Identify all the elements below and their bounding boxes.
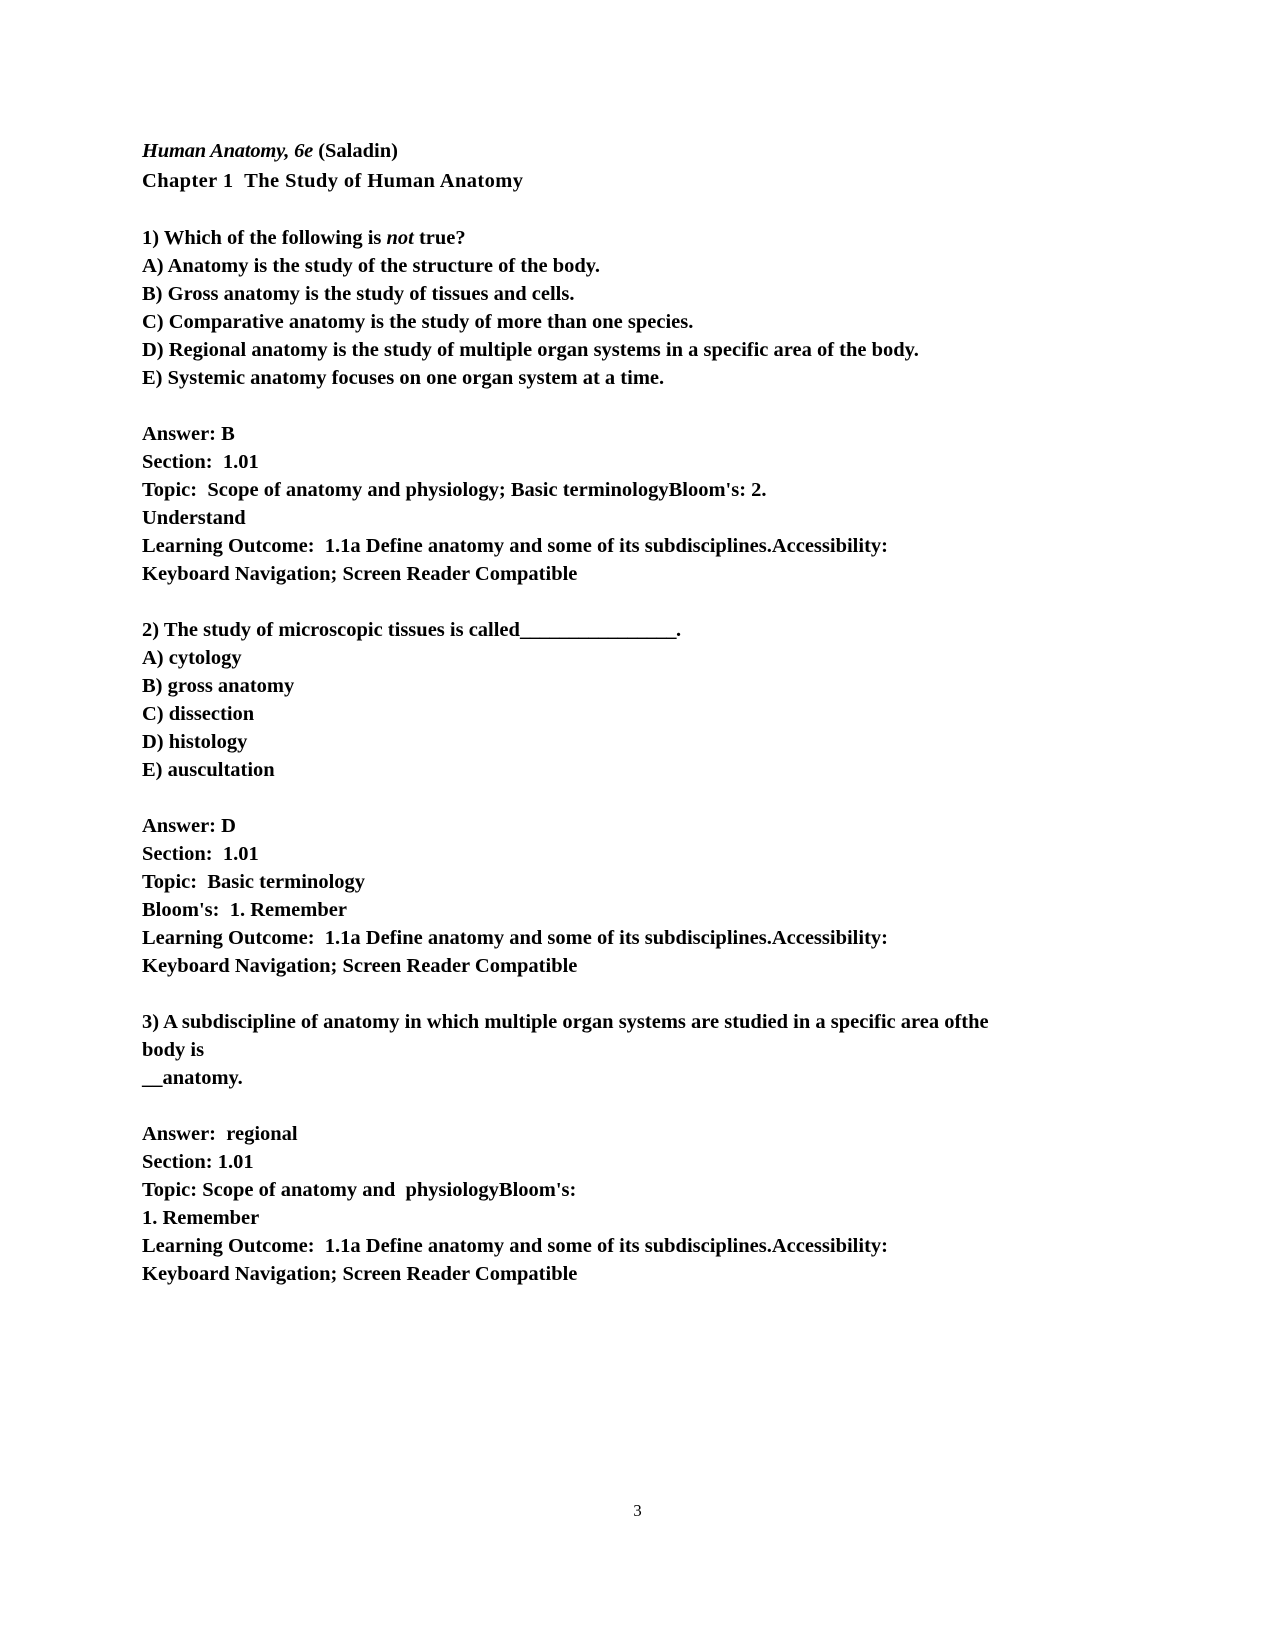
question-1-choice-b: B) Gross anatomy is the study of tissues and cells. [142,283,575,305]
spacer [142,588,1022,616]
question-1-choice-d: D) Regional anatomy is the study of multiple organ systems in a specific area of the body. [142,339,919,361]
question-2-topic: Topic: Basic terminology [142,871,366,893]
question-2-stem-text: 2) The study of microscopic tissues is called [142,619,520,641]
question-2-accessibility: Keyboard Navigation; Screen Reader Compatible [142,955,578,977]
question-2-stem [142,616,1022,644]
question-1-topic: Topic: Scope of anatomy and physiology; Basic terminologyBloom's: 2. [142,479,767,501]
book-author: (Saladin) [313,140,398,162]
question-1-stem-emphasis: not [386,227,414,249]
question-2-answer-blank: ________________ [519,619,676,641]
question-block-1 [142,224,1022,588]
spacer [142,196,1022,224]
spacer [142,1092,1022,1120]
question-1-section: Section: 1.01 [142,451,259,473]
question-1-stem-part1: 1) Which of the following is [142,227,387,249]
document-body [142,136,1022,1288]
question-1-bloom-continuation: Understand [142,507,246,529]
question-2-choice-c: C) dissection [142,703,255,725]
spacer [142,980,1022,1008]
question-2-stem-tail: . [675,619,682,641]
question-3-learning-outcome: Learning Outcome: 1.1a Define anatomy and some of its subdisciplines.Accessibility: [142,1235,888,1257]
page-number: 3 [633,1501,642,1520]
question-2-choice-b: B) gross anatomy [142,675,295,697]
question-block-2 [142,616,1022,980]
question-3-bloom: 1. Remember [142,1207,260,1229]
question-3-answer: Answer: regional [142,1123,298,1145]
question-2-choice-a: A) cytology [142,647,242,669]
question-2-choice-d: D) histology [142,731,248,753]
question-2-answer: Answer: D [142,815,236,837]
document-header [142,136,1022,196]
question-2-choice-e: E) auscultation [142,759,275,781]
question-1-learning-outcome: Learning Outcome: 1.1a Define anatomy and some of its subdisciplines.Accessibility: [142,535,888,557]
question-1-choice-e: E) Systemic anatomy focuses on one organ system at a time. [142,367,665,389]
question-1-choice-a: A) Anatomy is the study of the structure of the body. [142,255,601,277]
book-title: Human Anatomy, 6e [142,140,314,162]
question-3-topic: Topic: Scope of anatomy and physiologyBloom's: [142,1179,577,1201]
question-3-stem-line-2: __anatomy. [142,1067,243,1089]
chapter-title: Chapter 1 The Study of Human Anatomy [142,170,524,192]
question-3-section: Section: 1.01 [142,1151,254,1173]
spacer [142,392,1022,420]
question-1-choice-c: C) Comparative anatomy is the study of more than one species. [142,311,694,333]
question-2-bloom: Bloom's: 1. Remember [142,899,347,921]
book-title-line [142,136,1022,166]
question-1-stem-part2: true? [413,227,466,249]
question-block-3 [142,1008,1022,1288]
question-1-stem [142,224,1022,252]
question-3-accessibility: Keyboard Navigation; Screen Reader Compatible [142,1263,578,1285]
question-3-stem-line-1: 3) A subdiscipline of anatomy in which multiple organ systems are studied in a specific area ofthe body is [142,1011,994,1061]
question-2-section: Section: 1.01 [142,843,259,865]
spacer [142,784,1022,812]
question-1-answer: Answer: B [142,423,235,445]
question-1-accessibility: Keyboard Navigation; Screen Reader Compatible [142,563,578,585]
question-2-learning-outcome: Learning Outcome: 1.1a Define anatomy and some of its subdisciplines.Accessibility: [142,927,888,949]
